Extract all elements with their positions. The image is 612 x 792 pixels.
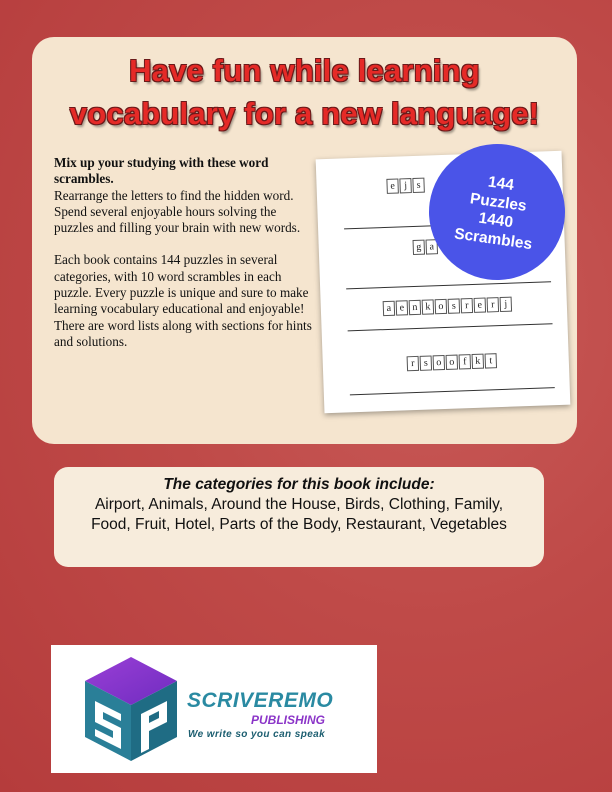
publisher-subtitle: PUBLISHING [251,713,326,727]
letter-tile: j [500,297,513,312]
answer-line [348,323,553,331]
headline-line-1: Have fun while learning [129,53,480,88]
letter-tile: g [413,240,426,255]
letter-tile: s [412,178,425,193]
letter-tile: t [485,353,498,368]
categories-list: Airport, Animals, Around the House, Birds, Clothing, Family, Food, Fruit, Hotel, Parts of the Body, Restaurant, Vegetables [91,496,507,533]
intro-paragraph-2: Each book contains 144 puzzles in several categories, with 10 word scrambles in each puzzle. Every puzzle is unique and sure to make learning vocabulary educational and enjoyable! There are word lists along with sections for hints and solutions. [54,252,312,349]
scramble-row [323,351,569,370]
letter-tile: r [407,356,420,371]
intro-text [54,155,316,350]
intro-paragraph-1: Rearrange the letters to find the hidden word. Spend several enjoyable hours solving the puzzles and filling your brain with new words. [54,187,301,236]
scramble-tiles [407,353,498,371]
letter-tile: k [472,354,485,369]
letter-tile: k [422,299,435,314]
badge-puzzle-count: 144 [486,173,515,194]
headline-line-2: vocabulary for a new language! [69,96,540,131]
letter-tile: s [448,298,461,313]
letter-tile: o [435,299,448,314]
letter-tile: r [487,297,500,312]
scramble-row [321,295,567,314]
scramble-tiles [386,178,425,194]
categories-title: The categories for this book include: [163,476,435,493]
letter-tile: e [474,298,487,313]
letter-tile: e [396,300,409,315]
publisher-tagline: We write so you can speak [188,729,326,740]
intro-lead: Mix up your studying with these word scrambles. [54,155,269,187]
letter-tile: o [446,355,459,370]
headline [32,49,577,135]
answer-line [350,387,555,395]
publisher-logo [51,645,377,773]
badge-scramble-count: 1440 [477,209,515,232]
scramble-tiles [383,297,513,317]
letter-tile: o [433,355,446,370]
letter-tile: a [383,301,396,316]
letter-tile: j [399,178,412,193]
letter-tile: n [409,300,422,315]
letter-tile: e [386,178,399,193]
badge-puzzles-label: Puzzles [469,189,528,215]
publisher-name: SCRIVEREMO [187,689,334,712]
categories-card [54,467,544,567]
letter-tile: f [459,354,472,369]
badge-scrambles-label: Scrambles [453,224,534,253]
letter-tile: r [461,298,474,313]
letter-tile: a [426,239,439,254]
answer-line [346,281,551,289]
cube-logo-icon [81,653,181,765]
letter-tile: s [420,355,433,370]
